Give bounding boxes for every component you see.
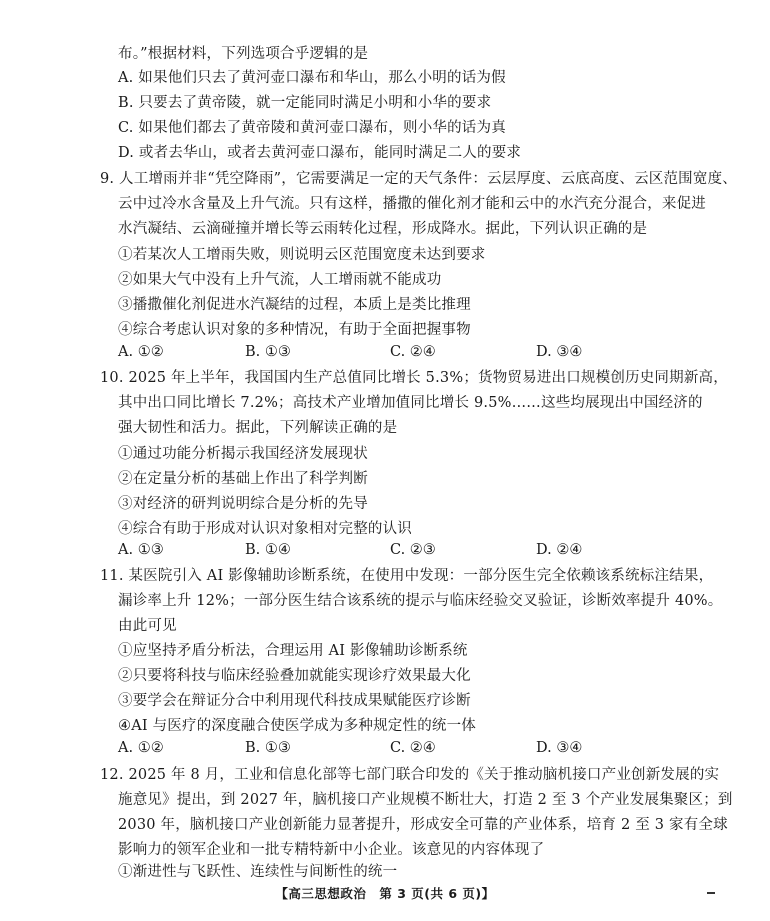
q8-option-a: A. 如果他们只去了黄河壶口瀑布和华山，那么小明的话为假 (118, 70, 506, 86)
q10-item: ④综合有助于形成对认识对象相对完整的认识 (118, 521, 412, 537)
q11-choice-a: A. ①② (118, 740, 164, 756)
q9-stem-line: 云中过冷水含量及上升气流。只有这样，播撒的催化剂才能和云中的水汽充分混合，来促进 (118, 196, 706, 212)
q11-item: ④AI 与医疗的深度融合使医学成为多种规定性的统一体 (118, 718, 477, 734)
q9-item: ③播撒催化剂促进水汽凝结的过程，本质上是类比推理 (118, 297, 471, 313)
q9-choice-d: D. ③④ (536, 344, 583, 360)
q9-choice-b: B. ①③ (245, 344, 291, 360)
q10-stem-line: 10. 2025 年上半年，我国国内生产总值同比增长 5.3%；货物贸易进出口规模创历史同期新高， (100, 370, 728, 386)
q10-choice-d: D. ②④ (536, 542, 583, 558)
q8-option-b: B. 只要去了黄帝陵，就一定能同时满足小明和小华的要求 (118, 95, 492, 111)
q10-item: ②在定量分析的基础上作出了科学判断 (118, 471, 368, 487)
q8-option-d: D. 或者去华山，或者去黄河壶口瀑布，能同时满足二人的要求 (118, 145, 522, 161)
q11-choice-c: C. ②④ (390, 740, 436, 756)
q12-stem-line: 影响力的领军企业和一批专精特新中小企业。该意见的内容体现了 (118, 842, 545, 858)
q9-stem-line: 9. 人工增雨并非“凭空降雨”，它需要满足一定的天气条件：云层厚度、云底高度、云区范围宽度、 (100, 171, 737, 187)
q11-stem-line: 11. 某医院引入 AI 影像辅助诊断系统，在使用中发现：一部分医生完全依赖该系统标注结果， (100, 568, 714, 584)
q9-item: ①若某次人工增雨失败，则说明云区范围宽度未达到要求 (118, 247, 486, 263)
q8-lead: 布。”根据材料，下列选项合乎逻辑的是 (118, 46, 369, 62)
q11-item: ①应坚持矛盾分析法，合理运用 AI 影像辅助诊断系统 (118, 643, 468, 659)
q9-stem-line: 水汽凝结、云滴碰撞并增长等云雨转化过程，形成降水。据此，下列认识正确的是 (118, 221, 648, 237)
q11-choice-b: B. ①③ (245, 740, 291, 756)
q11-stem-line: 由此可见 (118, 618, 177, 634)
q9-choice-c: C. ②④ (390, 344, 436, 360)
q10-item: ①通过功能分析揭示我国经济发展现状 (118, 446, 368, 462)
q10-choice-c: C. ②③ (390, 542, 436, 558)
q12-stem-line: 施意见》提出，到 2027 年，脑机接口产业规模不断壮大，打造 2 至 3 个产业发展集聚区；到 (118, 792, 733, 808)
q9-choice-a: A. ①② (118, 344, 164, 360)
q11-choice-d: D. ③④ (536, 740, 583, 756)
q10-stem-line: 其中出口同比增长 7.2%；高技术产业增加值同比增长 9.5%……这些均展现出中国经济的 (118, 395, 703, 411)
q10-item: ③对经济的研判说明综合是分析的先导 (118, 496, 368, 512)
page-footer: 【高三思想政治 第 3 页(共 6 页)】 (275, 886, 495, 901)
corner-mark (707, 892, 715, 894)
q9-item: ④综合考虑认识对象的多种情况，有助于全面把握事物 (118, 322, 471, 338)
q11-item: ③要学会在辩证分合中利用现代科技成果赋能医疗诊断 (118, 693, 471, 709)
q12-stem-line: 12. 2025 年 8 月，工业和信息化部等七部门联合印发的《关于推动脑机接口产业创新发展的实 (100, 767, 720, 783)
q11-item: ②只要将科技与临床经验叠加就能实现诊疗效果最大化 (118, 668, 471, 684)
q12-stem-line: 2030 年，脑机接口产业创新能力显著提升，形成安全可靠的产业体系，培育 2 至 3 家有全球 (118, 817, 728, 833)
q11-stem-line: 漏诊率上升 12%；一部分医生结合该系统的提示与临床经验交叉验证，诊断效率提升 40%。 (118, 593, 723, 609)
q10-choice-a: A. ①③ (118, 542, 164, 558)
q12-item: ①渐进性与飞跃性、连续性与间断性的统一 (118, 864, 398, 880)
q9-item: ②如果大气中没有上升气流，人工增雨就不能成功 (118, 272, 442, 288)
q10-choice-b: B. ①④ (245, 542, 291, 558)
q10-stem-line: 强大韧性和活力。据此，下列解读正确的是 (118, 420, 398, 436)
q8-option-c: C. 如果他们都去了黄帝陵和黄河壶口瀑布，则小华的话为真 (118, 120, 506, 136)
